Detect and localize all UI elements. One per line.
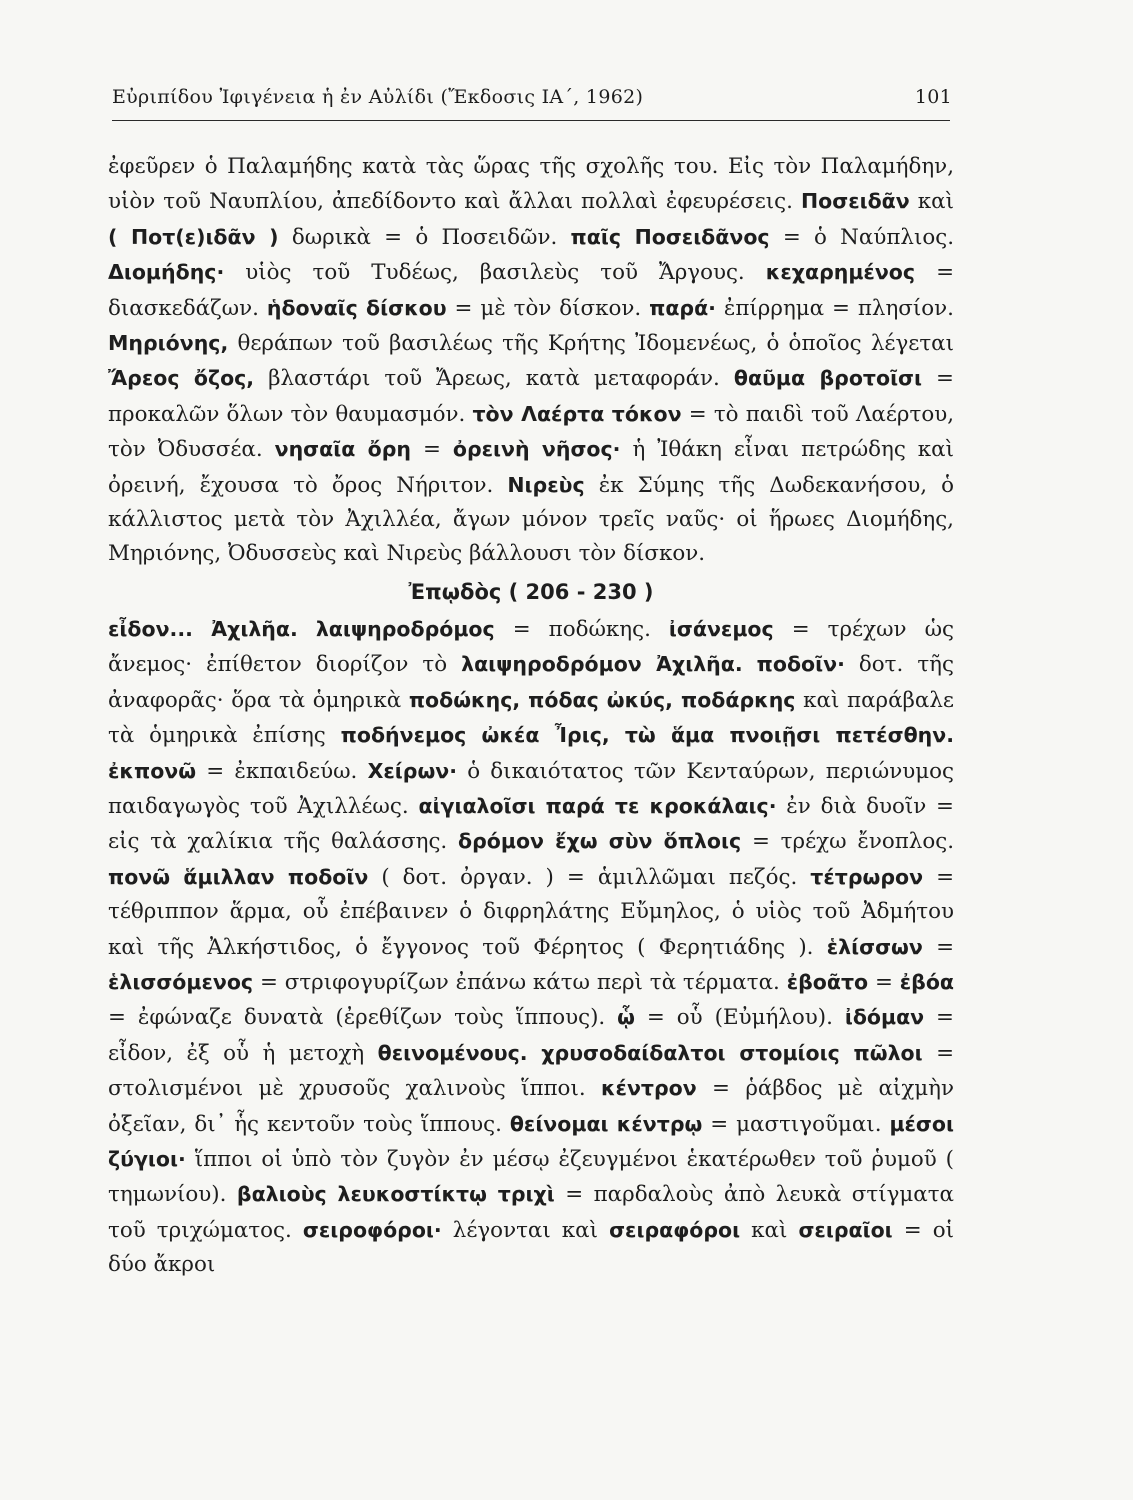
lemma-term: ἑλίσσων — [826, 934, 923, 959]
gloss-text: = τέθριππον ἅρμα, οὗ ἐπέβαινεν ὁ διφρηλάτης Εὔμηλος, ὁ υἱὸς τοῦ Ἀδμήτου καὶ τῆς Ἀλκήστιδος, ὁ ἔγγονος τοῦ Φέρητος ( Φερητιάδης ). — [108, 864, 954, 960]
lemma-term: τέτρωρον — [810, 864, 924, 889]
gloss-text: ἐκ Σύμης τῆς Δωδεκανήσου, ὁ κάλλιστος μετὰ τὸν Ἀχιλλέα, ἄγων μόνον τρεῖς ναῦς· οἱ ἥρωες Διομήδης, Μηριόνης, Ὀδυσσεὺς καὶ Νιρεὺς βάλλουσι τὸν δίσκον. — [108, 472, 954, 567]
lemma-term: κεχαρημένος — [765, 260, 916, 285]
gloss-text: = μὲ τὸν δίσκον. — [446, 295, 650, 321]
gloss-text: = — [868, 969, 900, 995]
lemma-term: ἐκπονῶ — [108, 758, 197, 783]
page-number: 101 — [914, 86, 952, 108]
gloss-text: βλαστάρι τοῦ Ἄρεως, κατὰ μεταφοράν. — [254, 366, 734, 392]
commentary-text — [108, 150, 954, 1283]
gloss-text: υἱὸς τοῦ Τυδέως, βασιλεὺς τοῦ Ἄργους. — [224, 260, 766, 286]
lemma-term: κέντρον — [600, 1076, 697, 1101]
commentary-paragraph-1 — [108, 150, 954, 572]
lemma-term: σειραῖοι — [798, 1217, 893, 1242]
gloss-text — [743, 652, 757, 677]
lemma-term: ἰσάνεμος — [668, 616, 774, 641]
gloss-text: = εἶδον, ἐξ οὗ ἡ μετοχὴ — [108, 1005, 954, 1066]
gloss-text: δοτ. τῆς ἀναφορᾶς· ὅρα τὰ ὁμηρικὰ — [108, 652, 954, 713]
gloss-text: ( δοτ. ὀργαν. ) = ἁμιλλῶμαι πεζός. — [368, 864, 811, 890]
lemma-term: εἶδον... Ἀχιλῆα. — [108, 616, 298, 641]
lemma-term: ἰδόμαν — [844, 1005, 925, 1030]
lemma-term: ἐβόα — [899, 969, 954, 994]
lemma-term: σειροφόροι· — [302, 1217, 442, 1242]
section-label: Ἐπῳδὸς — [408, 579, 502, 604]
lemma-term: παῖς Ποσειδᾶνος — [570, 224, 770, 249]
lemma-term: πονῶ ἅμιλλαν ποδοῖν — [108, 864, 369, 889]
lemma-term: βαλιοὺς λευκοστίκτῳ τριχὶ — [236, 1182, 555, 1207]
gloss-text: = ὁ Ναύπλιος. — [769, 224, 954, 250]
gloss-text: = τρέχων ὡς ἄνεμος· ἐπίθετον διορίζον τὸ — [108, 616, 954, 678]
gloss-text: = ἐκπαιδεύω. — [196, 758, 368, 784]
gloss-text: = παρδαλοὺς ἀπὸ λευκὰ στίγματα τοῦ τριχώματος. — [108, 1182, 954, 1243]
gloss-text: = στριφογυρίζων ἐπάνω κάτω περὶ τὰ τέρματα. — [253, 969, 787, 995]
gloss-text: λέγονται καὶ — [441, 1217, 610, 1243]
gloss-text: ἡ Ἰθάκη εἶναι πετρώδης καὶ ὀρεινή, ἔχουσα τὸ ὄρος Νήριτον. — [108, 437, 955, 498]
gloss-text — [298, 617, 316, 642]
section-heading — [108, 576, 954, 608]
commentary-paragraph-2 — [108, 612, 954, 1283]
gloss-text: ἐν διὰ δυοῖν = εἰς τὰ χαλίκια τῆς θαλάσσης. — [108, 793, 954, 855]
lemma-term: ποδώκης, πόδας ὠκύς, ποδάρκης — [408, 687, 796, 712]
gloss-text: ἐπίρρημα = πλησίον. — [715, 295, 954, 321]
gloss-text: δωρικὰ = ὁ Ποσειδῶν. — [278, 224, 571, 250]
gloss-text: καὶ — [740, 1217, 799, 1243]
lemma-term: νησαῖα ὄρη — [274, 437, 411, 462]
lemma-term: Ποσειδᾶν — [800, 189, 910, 214]
gloss-text: = ἐφώναζε δυνατὰ (ἐρεθίζων τοὺς ἵππους). — [108, 1005, 618, 1031]
gloss-text: = διασκεδάζων. — [108, 260, 954, 321]
gloss-text: ὁ δικαιότατος τῶν Κενταύρων, περιώνυμος παιδαγωγὸς τοῦ Ἀχιλλέως. — [108, 758, 955, 819]
gloss-text: = οἱ δύο ἄκροι — [108, 1217, 954, 1278]
gloss-text: = στολισμένοι μὲ χρυσοῦς χαλινοὺς ἵπποι. — [108, 1040, 954, 1102]
header-title: Εὐριπίδου Ἰφιγένεια ἡ ἐν Αὐλίδι (Ἔκδοσις ΙΑ΄, 1962) — [112, 86, 644, 108]
lemma-term: ποδοῖν· — [756, 652, 845, 677]
gloss-text: = — [922, 934, 954, 960]
section-range: ( 206 - 230 ) — [508, 579, 654, 604]
gloss-text: ἵπποι οἱ ὑπὸ τὸν ζυγὸν ἐν μέσῳ ἐζευγμένοι ἑκατέρωθεν τοῦ ῥυμοῦ ( τημωνίου). — [108, 1146, 954, 1208]
gloss-text: = — [410, 437, 453, 463]
lemma-term: ἡδοναῖς δίσκου — [266, 295, 447, 320]
lemma-term: θεινομένους. χρυσοδαίδαλτοι στομίοις πῶλοι — [377, 1040, 923, 1065]
running-header — [112, 86, 952, 118]
gloss-text: = προκαλῶν ὅλων τὸν θαυμασμόν. — [108, 366, 954, 427]
lemma-term: ἑλισσόμενος — [108, 969, 254, 994]
gloss-text: = τὸ παιδὶ τοῦ Λαέρτου, τὸν Ὀδυσσέα. — [108, 401, 955, 463]
lemma-term: παρά· — [649, 295, 716, 320]
gloss-text: = τρέχω ἔνοπλος. — [741, 829, 954, 855]
gloss-text: = ῥάβδος μὲ αἰχμὴν ὀξεῖαν, δι᾽ ἧς κεντοῦν τοὺς ἵππους. — [108, 1076, 955, 1137]
lemma-term: μέσοι ζύγιοι· — [108, 1111, 954, 1171]
header-rule — [112, 120, 950, 121]
lemma-term: τὸν Λαέρτα τόκον — [472, 401, 682, 426]
lemma-term: Μηριόνης, — [108, 331, 229, 356]
lemma-term: Χείρων· — [367, 758, 458, 783]
gloss-text: = οὗ (Εὐμήλου). — [635, 1005, 845, 1031]
gloss-text: = μαστιγοῦμαι. — [702, 1111, 890, 1137]
gloss-text: καὶ — [909, 189, 954, 215]
lemma-term: λαιψηροδρόμον Ἀχιλῆα. — [461, 652, 743, 677]
lemma-term: θείνομαι κέντρῳ — [509, 1111, 703, 1136]
lemma-term: Διομήδης· — [108, 260, 225, 285]
lemma-term: λαιψηροδρόμος — [315, 616, 495, 641]
lemma-term: Νιρεὺς — [507, 472, 585, 497]
gloss-text: ἐφεῦρεν ὁ Παλαμήδης κατὰ τὰς ὥρας τῆς σχολῆς του. Εἰς τὸν Παλαμήδην, υἱὸν τοῦ Ναυπλίου, ἀπεδίδοντο καὶ ἄλλαι πολλαὶ ἐφευρέσεις. — [108, 154, 954, 215]
gloss-text: = ποδώκης. — [494, 616, 669, 642]
lemma-term: Ἄρεος ὄζος, — [108, 366, 255, 391]
gloss-text: καὶ παράβαλε τὰ ὁμηρικὰ ἐπίσης — [108, 687, 954, 749]
lemma-term: ἐβοᾶτο — [786, 969, 869, 994]
lemma-term: αἰγιαλοῖσι παρά τε κροκάλαις· — [418, 793, 777, 818]
lemma-term: ποδήνεμος ὠκέα Ἶρις, τὼ ἅμα πνοιῇσι πετέσθην. — [340, 723, 954, 748]
lemma-term: θαῦμα βροτοῖσι — [733, 366, 923, 391]
lemma-term: ὀρεινὴ νῆσος· — [452, 437, 621, 462]
lemma-term: σειραφόροι — [609, 1217, 741, 1242]
gloss-text: θεράπων τοῦ βασιλέως τῆς Κρήτης Ἰδομενέως, ὁ ὁποῖος λέγεται — [228, 331, 954, 357]
lemma-term: δρόμον ἔχω σὺν ὅπλοις — [458, 829, 742, 854]
lemma-term: ᾧ — [617, 1005, 635, 1030]
lemma-term: ( Ποτ(ε)ιδᾶν ) — [108, 224, 279, 249]
